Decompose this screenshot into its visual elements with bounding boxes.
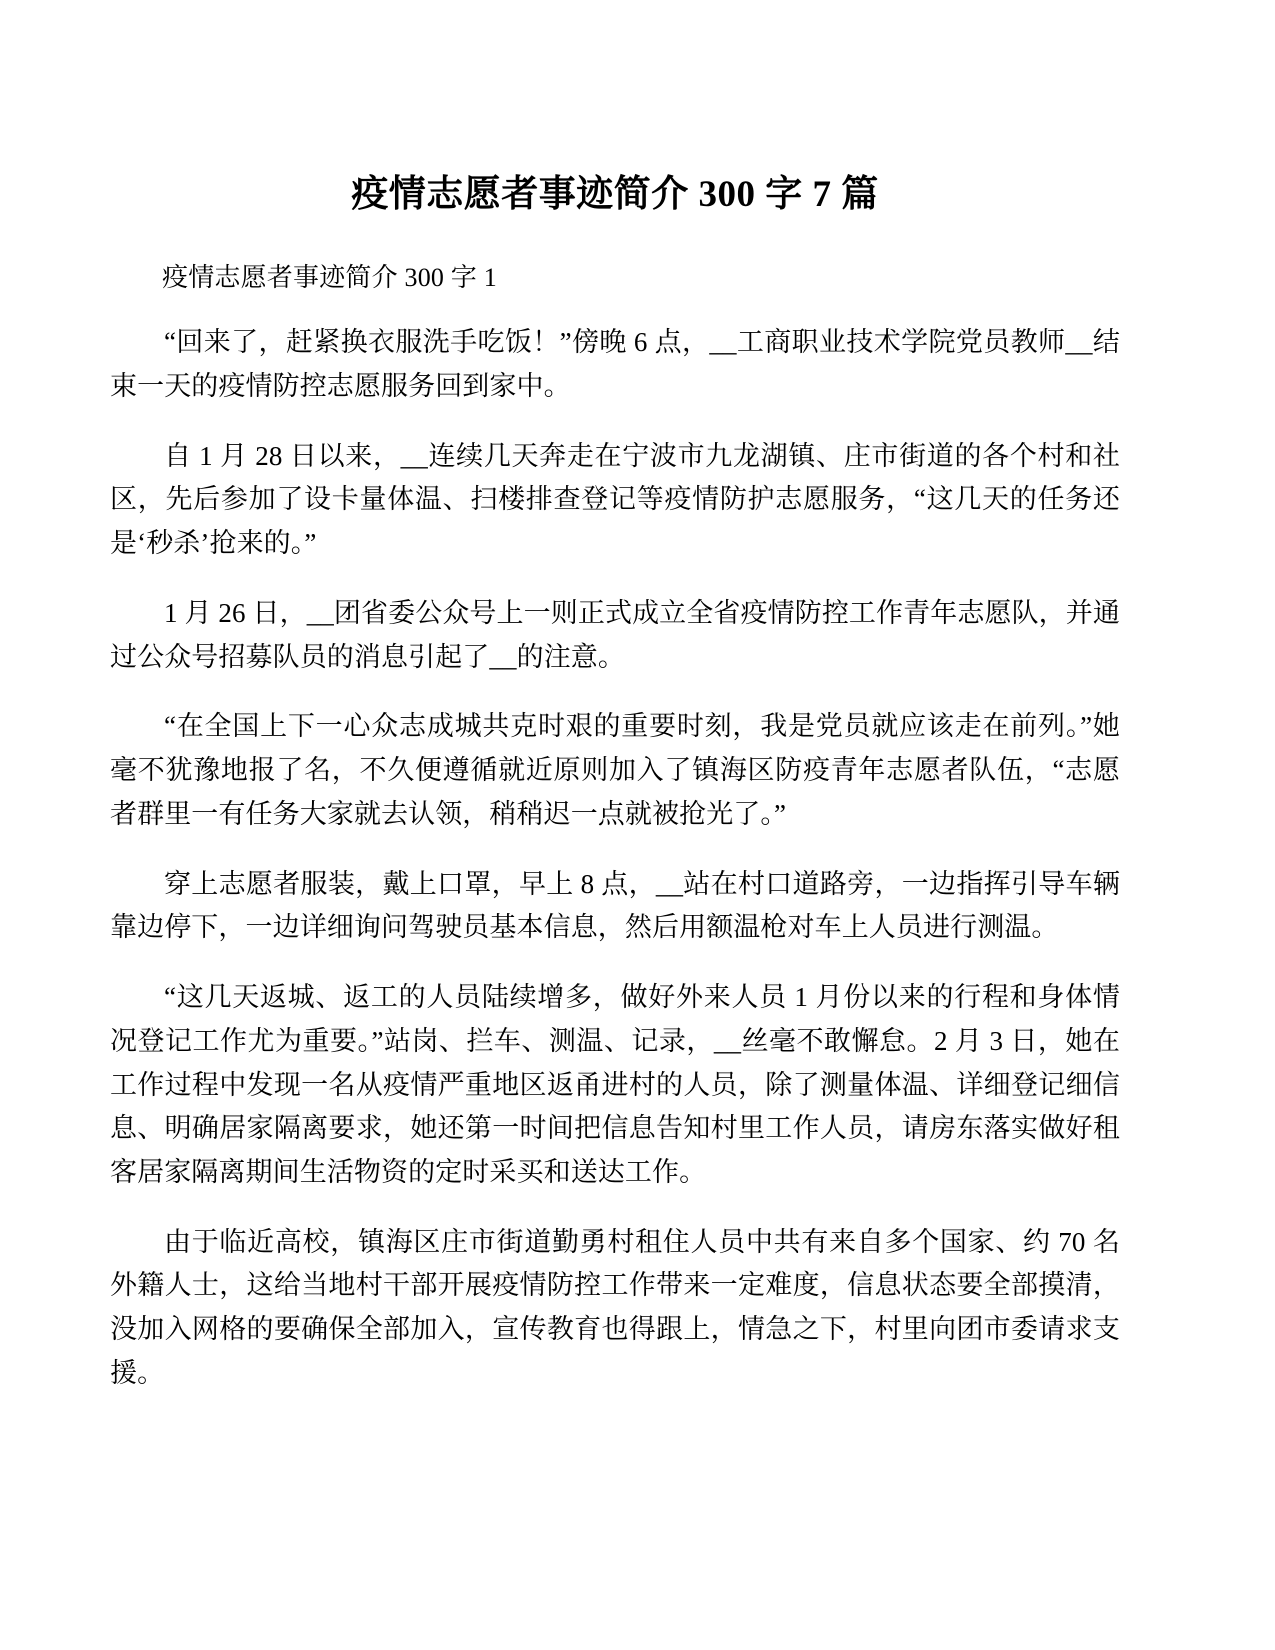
- body-paragraph: 穿上志愿者服装，戴上口罩，早上 8 点，__站在村口道路旁，一边指挥引导车辆靠边停下，一边详细询问驾驶员基本信息，然后用额温枪对车上人员进行测温。: [110, 868, 1120, 943]
- body-paragraph: 自 1 月 28 日以来，__连续几天奔走在宁波市九龙湖镇、庄市街道的各个村和社区，先后参加了设卡量体温、扫楼排查登记等疫情防护志愿服务，“这几天的任务还是‘秒杀’抢来的。”: [110, 440, 1120, 559]
- page-title: 疫情志愿者事迹简介 300 字 7 篇: [351, 174, 879, 215]
- body-paragraph: 1 月 26 日，__团省委公众号上一则正式成立全省疫情防控工作青年志愿队，并通过公众号招募队员的消息引起了__的注意。: [110, 597, 1120, 672]
- document-content: [110, 0, 1120, 1396]
- body-paragraph: 由于临近高校，镇海区庄市街道勤勇村租住人员中共有来自多个国家、约 70 名外籍人士，这给当地村干部开展疫情防控工作带来一定难度，信息状态要全部摸清，没加入网格的要确保全部加入，宣传教育也得跟上，情急之下，村里向团市委请求支援。: [110, 1226, 1120, 1388]
- body-paragraph: “这几天返城、返工的人员陆续增多，做好外来人员 1 月份以来的行程和身体情况登记工作尤为重要。”站岗、拦车、测温、记录，__丝毫不敢懈怠。2 月 3 日，她在工作过程中发现一名从疫情严重地区返甬进村的人员，除了测量体温、详细登记细信息、明确居家隔离要求，她还第一时间把信息告知村里工作人员，请房东落实做好租客居家隔离期间生活物资的定时采买和送达工作。: [110, 982, 1120, 1187]
- body-paragraph: “在全国上下一心众志成城共克时艰的重要时刻，我是党员就应该走在前列。”她毫不犹豫地报了名，不久便遵循就近原则加入了镇海区防疫青年志愿者队伍，“志愿者群里一有任务大家就去认领，稍稍迟一点就被抢光了。”: [110, 711, 1120, 829]
- document-subtitle: 疫情志愿者事迹简介 300 字 1: [162, 263, 497, 293]
- body-paragraph: “回来了，赶紧换衣服洗手吃饭！”傍晚 6 点，__工商职业技术学院党员教师__结束一天的疫情防控志愿服务回到家中。: [110, 327, 1120, 401]
